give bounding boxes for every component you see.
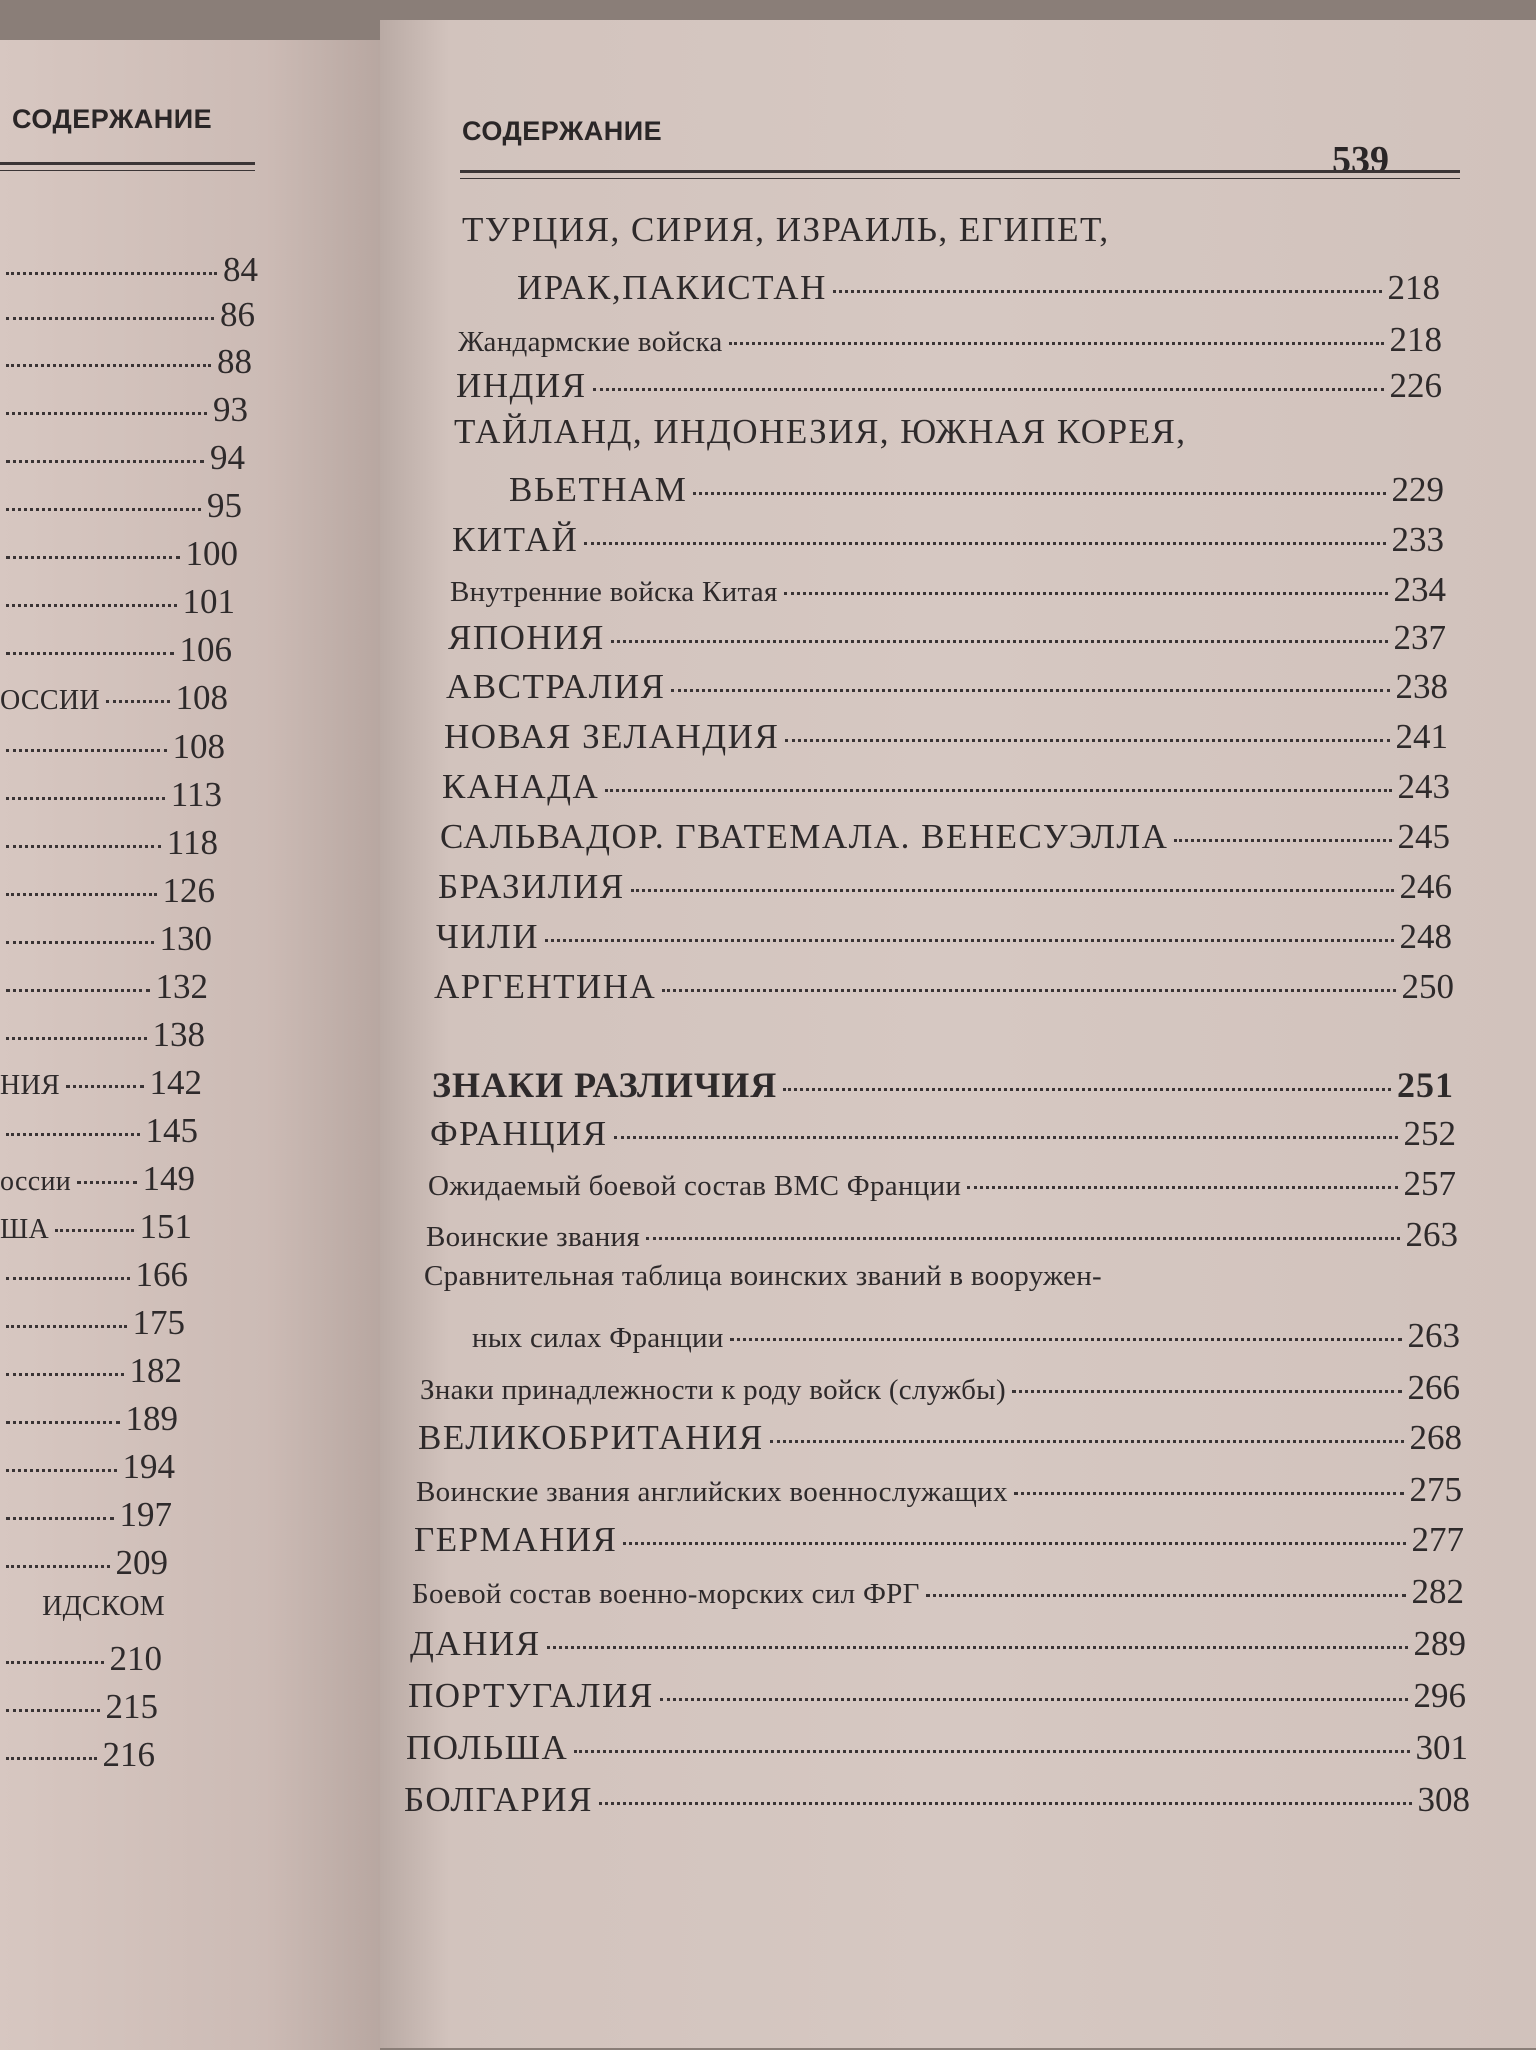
toc-entry-title: ОССИИ [0,685,100,716]
toc-entry-page: 101 [182,582,235,621]
dot-leader [6,893,157,896]
toc-entry-page: 94 [210,438,245,477]
toc-entry-left [0,967,208,1007]
toc-entry-title: ПОРТУГАЛИЯ [408,1676,654,1715]
toc-entry-title: Внутренние войска Китая [450,576,778,608]
toc-section-entry [432,1064,1454,1106]
toc-entry [426,1215,1458,1255]
dot-leader [599,1802,1412,1805]
dot-leader [6,749,167,752]
toc-entry [418,1418,1462,1458]
dot-leader [6,1469,117,1472]
toc-entry-left [0,1399,178,1439]
toc-entry-page: 151 [139,1207,192,1246]
toc-entry-page: 250 [1401,967,1454,1006]
toc-entry-page: 301 [1415,1728,1468,1767]
toc-entry [410,1624,1466,1664]
dot-leader [6,1709,100,1712]
toc-entry [472,1316,1460,1356]
toc-entry-left [0,1207,192,1247]
toc-entry-page: 182 [129,1351,182,1390]
dot-leader [631,889,1394,892]
dot-leader [55,1229,133,1232]
left-page-header: СОДЕРЖАНИЕ [12,104,213,134]
toc-entry-page: 289 [1413,1624,1466,1663]
dot-leader [926,1594,1406,1597]
right-page-header: СОДЕРЖАНИЕ [462,116,663,146]
toc-entry-title: оссии [0,1166,72,1197]
toc-entry-page: 93 [213,390,248,429]
toc-entry-page: 257 [1403,1164,1456,1203]
dot-leader [6,1037,147,1040]
toc-entry-page: 277 [1411,1520,1464,1559]
toc-entry-title: ГЕРМАНИЯ [414,1520,618,1559]
toc-entry-left [0,390,248,430]
toc-entry [436,917,1452,957]
dot-leader [574,1750,1409,1753]
dot-leader [6,272,217,275]
toc-entry-page: 197 [119,1495,172,1534]
dot-leader [623,1542,1405,1545]
toc-entry-title-line1: Сравнительная таблица воинских званий в вооружен- [424,1260,1103,1292]
toc-entry-title: КАНАДА [442,767,600,806]
toc-entry-page: 233 [1391,520,1444,559]
left-page [0,40,380,2050]
toc-entry [430,1114,1456,1154]
toc-entry [434,967,1454,1007]
dot-leader [770,1440,1404,1443]
toc-entry-left [0,871,215,911]
dot-leader [693,492,1385,495]
dot-leader [6,364,211,367]
dot-leader [547,1646,1408,1649]
toc-entry-page: 251 [1397,1065,1454,1105]
toc-entry [456,366,1442,406]
toc-entry [412,1572,1464,1612]
toc-entry-page: 142 [149,1063,202,1102]
toc-entry-title: Жандармские войска [458,326,723,358]
toc-entry-page: 130 [159,919,212,958]
toc-entry-title: БОЛГАРИЯ [404,1780,593,1819]
dot-leader [6,845,161,848]
toc-entry-title: ных силах Франции [472,1322,724,1354]
toc-entry-page: 252 [1403,1114,1456,1153]
toc-entry-page: 126 [162,871,215,910]
toc-entry-page: 215 [105,1687,158,1726]
toc-entry-left [0,1063,202,1103]
toc-entry-title: ША [0,1214,50,1245]
dot-leader [833,290,1382,293]
dot-leader [593,388,1384,391]
toc-entry-page: 275 [1409,1470,1462,1509]
toc-entry-left [0,438,245,478]
toc-entry-page: 138 [152,1015,205,1054]
toc-entry-page: 308 [1417,1780,1470,1819]
toc-entry-title: ИНДИЯ [456,366,587,405]
toc-entry-page: 246 [1399,867,1452,906]
toc-entry-page: 132 [155,967,208,1006]
dot-leader [660,1698,1408,1701]
dot-leader [6,652,174,655]
toc-entry-page: 245 [1397,817,1450,856]
dot-leader [6,460,204,463]
toc-entry-left [0,486,242,526]
toc-entry [458,320,1442,360]
toc-entry-page: 282 [1411,1572,1464,1611]
dot-leader [967,1186,1397,1189]
toc-entry-title: НОВАЯ ЗЕЛАНДИЯ [444,717,780,756]
toc-entry-page: 145 [145,1111,198,1150]
toc-entry-title: ИРАК,ПАКИСТАН [517,268,827,307]
toc-entry-title: НИЯ [0,1070,61,1101]
toc-entry-left [0,342,252,382]
toc-entry-page: 296 [1413,1676,1466,1715]
toc-entry-page: 100 [185,534,238,573]
toc-entry-title: АРГЕНТИНА [434,967,657,1006]
dot-leader [785,739,1389,742]
dot-leader [671,689,1389,692]
toc-entry-title: ЯПОНИЯ [448,618,605,657]
dot-leader [6,1661,104,1664]
toc-entry [428,1164,1456,1204]
toc-entry-left [0,1495,172,1535]
toc-entry-title: ПОЛЬША [406,1728,569,1767]
dot-leader [6,797,165,800]
toc-entry-left [0,1159,195,1199]
dot-leader [6,317,214,320]
toc-entry-left [0,1447,175,1487]
dot-leader [6,941,154,944]
toc-entry-title: Знаки принадлежности к роду войск (службы) [420,1374,1006,1406]
toc-entry-page: 243 [1397,767,1450,806]
dot-leader [1014,1492,1404,1495]
dot-leader [646,1237,1400,1240]
dot-leader [730,1338,1402,1341]
dot-leader [106,700,170,703]
toc-entry-title: ЧИЛИ [436,917,540,956]
toc-entry-left [0,1255,188,1295]
toc-entry-page: 216 [102,1735,155,1774]
page-number: 539 [1332,139,1389,181]
toc-entry-page: 237 [1393,618,1446,657]
dot-leader [611,640,1388,643]
toc-entry [420,1368,1460,1408]
toc-entry-page: 108 [172,727,225,766]
dot-leader [6,556,180,559]
toc-entry-title: ДАНИЯ [410,1624,541,1663]
dot-leader [729,342,1384,345]
toc-entry-page: 84 [223,250,258,289]
right-header-rule-thin [460,178,1460,179]
toc-entry-page: 268 [1409,1418,1462,1457]
toc-entry-title-line1: ТУРЦИЯ, СИРИЯ, ИЗРАИЛЬ, ЕГИПЕТ, [462,210,1110,249]
dot-leader [784,592,1388,595]
toc-entry-left [0,1735,155,1775]
toc-entry-page: 218 [1387,268,1440,307]
dot-leader [6,1757,97,1760]
toc-entry-page: 175 [132,1303,185,1342]
dot-leader [6,1325,127,1328]
toc-entry-left [0,1111,198,1151]
toc-entry-page: 166 [135,1255,188,1294]
dot-leader [6,1421,120,1424]
dot-leader [6,604,177,607]
dot-leader [662,989,1395,992]
toc-entry-left [0,1303,185,1343]
toc-entry-page: 149 [142,1159,195,1198]
toc-entry-page: 248 [1399,917,1452,956]
toc-entry [442,767,1450,807]
toc-entry-title: Ожидаемый боевой состав ВМС Франции [428,1170,962,1202]
dot-leader [77,1181,136,1184]
dot-leader [6,412,207,415]
dot-leader [66,1085,143,1088]
toc-entry [408,1676,1466,1716]
toc-entry [414,1520,1464,1560]
toc-entry [448,618,1446,658]
toc-entry-page: 226 [1389,366,1442,405]
toc-entry-left [0,1687,158,1727]
toc-entry-left [0,534,238,574]
toc-entry [406,1728,1468,1768]
toc-entry [509,470,1444,510]
dot-leader [6,1517,114,1520]
dot-leader [1012,1390,1402,1393]
toc-entry-title: БРАЗИЛИЯ [438,867,625,906]
dot-leader [6,1565,110,1568]
toc-entry-left [0,582,235,622]
right-header-rule [460,170,1460,173]
left-header-rule-thin [0,170,255,171]
dot-leader [6,1133,140,1136]
toc-entry-page: 241 [1395,717,1448,756]
toc-entry-title: КИТАЙ [452,520,579,559]
right-page [380,20,1536,2048]
toc-entry [517,268,1440,308]
dot-leader [6,989,150,992]
dot-leader [783,1088,1391,1091]
toc-entry-title: ВЕЛИКОБРИТАНИЯ [418,1418,764,1457]
toc-entry-title: Боевой состав военно-морских сил ФРГ [412,1578,920,1610]
toc-entry [446,667,1448,707]
toc-entry-title: ИДСКОМ [42,1591,165,1622]
toc-entry [416,1470,1462,1510]
toc-entry-left [0,1639,162,1679]
toc-entry-title: ФРАНЦИЯ [430,1114,608,1153]
toc-entry-left [0,678,228,718]
toc-entry [450,570,1446,610]
toc-entry-page: 238 [1395,667,1448,706]
dot-leader [6,1277,130,1280]
toc-entry-left [0,1543,168,1583]
toc-entry-page: 108 [175,678,228,717]
toc-entry-page: 210 [109,1639,162,1678]
toc-entry-page: 209 [115,1543,168,1582]
dot-leader [1174,839,1391,842]
toc-entry [440,817,1450,857]
toc-entry-left [0,295,255,335]
toc-entry [404,1780,1470,1820]
toc-entry-title: Воинские звания [426,1221,640,1253]
toc-entry-page: 113 [170,775,222,814]
toc-entry-page: 88 [217,342,252,381]
toc-entry-page: 263 [1407,1316,1460,1355]
toc-entry-left [0,727,225,767]
toc-entry [438,867,1452,907]
dot-leader [6,508,201,511]
dot-leader [584,542,1385,545]
dot-leader [614,1136,1398,1139]
left-header-rule [0,162,255,165]
toc-entry-page: 266 [1407,1368,1460,1407]
toc-entry-left [0,919,212,959]
toc-entry-page: 118 [166,823,218,862]
toc-entry-page: 218 [1389,320,1442,359]
toc-entry-page: 95 [207,486,242,525]
toc-entry-page: 263 [1405,1215,1458,1254]
toc-entry-page: 106 [179,630,232,669]
toc-entry-left [0,630,232,670]
toc-entry-left [0,775,222,815]
toc-entry-page: 194 [122,1447,175,1486]
toc-entry-left [0,823,218,863]
toc-entry-title-line1: ТАЙЛАНД, ИНДОНЕЗИЯ, ЮЖНАЯ КОРЕЯ, [454,412,1187,451]
toc-entry-page: 86 [220,295,255,334]
toc-entry-left [0,1591,165,1623]
dot-leader [545,939,1393,942]
toc-entry-title: ЗНАКИ РАЗЛИЧИЯ [432,1065,778,1105]
toc-entry-left [0,1351,182,1391]
toc-entry-left [0,250,258,290]
toc-entry-title: ВЬЕТНАМ [509,470,688,509]
toc-entry-title: САЛЬВАДОР. ГВАТЕМАЛА. ВЕНЕСУЭЛЛА [440,817,1169,856]
toc-entry-page: 234 [1393,570,1446,609]
toc-entry-page: 229 [1391,470,1444,509]
dot-leader [605,789,1391,792]
toc-entry-title: АВСТРАЛИЯ [446,667,666,706]
toc-entry [452,520,1444,560]
dot-leader [6,1373,124,1376]
toc-entry-page: 189 [125,1399,178,1438]
toc-entry [444,717,1448,757]
toc-entry-title: Воинские звания английских военнослужащих [416,1476,1008,1508]
toc-entry-left [0,1015,205,1055]
